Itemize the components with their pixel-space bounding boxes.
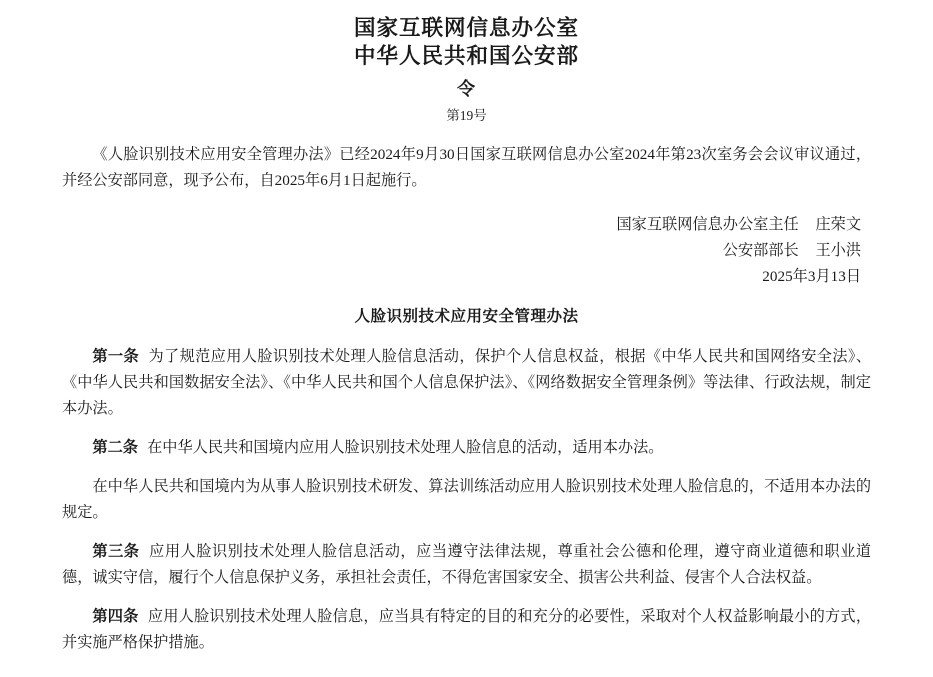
- preamble-paragraph: 《人脸识别技术应用安全管理办法》已经2024年9月30日国家互联网信息办公室2024年第23次室务会会议审议通过，并经公安部同意，现予公布，自2025年6月1日起施行。: [62, 146, 871, 189]
- article-paragraph: [62, 604, 871, 656]
- article-text: 为了规范应用人脸识别技术处理人脸信息活动，保护个人信息权益，根据《中华人民共和国网络安全法》、《中华人民共和国数据安全法》、《中华人民共和国个人信息保护法》、《网络数据安全管理条例》等法律、行政法规，制定本办法。: [62, 348, 872, 417]
- document-body: [62, 142, 871, 656]
- article-label: 第二条: [92, 439, 138, 456]
- signatory-1-name: 庄荣文: [815, 216, 861, 233]
- issuing-org-line-1: 国家互联网信息办公室: [353, 16, 579, 40]
- page-title: 人脸识别技术应用安全管理办法: [354, 308, 579, 325]
- issuing-org-line-2: 中华人民共和国公安部: [353, 44, 579, 68]
- article-label: 第一条: [92, 348, 140, 365]
- signature-block: [62, 212, 871, 290]
- decree-character: 令: [457, 79, 476, 99]
- signatory-2-title: 公安部部长: [722, 242, 799, 259]
- decree-number: 第19号: [446, 108, 487, 123]
- signatory-line-1: [62, 212, 861, 238]
- signatory-line-2: [62, 238, 861, 264]
- article-label: 第四条: [92, 608, 139, 625]
- article-text: 在中华人民共和国境内为从事人脸识别技术研发、算法训练活动应用人脸识别技术处理人脸信息的，不适用本办法的规定。: [62, 478, 871, 521]
- article-paragraph: [62, 474, 871, 526]
- signatory-2-name: 王小洪: [815, 242, 861, 259]
- article-paragraph: [62, 435, 871, 461]
- signatory-1-title: 国家互联网信息办公室主任: [616, 216, 799, 233]
- article-label: 第三条: [92, 543, 140, 560]
- signature-date: 2025年3月13日: [762, 268, 861, 285]
- article-text: 应用人脸识别技术处理人脸信息，应当具有特定的目的和充分的必要性，采取对个人权益影响最小的方式，并实施严格保护措施。: [62, 608, 872, 651]
- article-paragraph: [62, 344, 871, 422]
- article-text: 在中华人民共和国境内应用人脸识别技术处理人脸信息的活动，适用本办法。: [147, 439, 664, 456]
- article-text: 应用人脸识别技术处理人脸信息活动，应当遵守法律法规，尊重社会公德和伦理，遵守商业道德和职业道德，诚实守信，履行个人信息保护义务，承担社会责任，不得危害国家安全、损害公共利益、侵害个人合法权益。: [62, 543, 872, 586]
- masthead: [62, 14, 871, 126]
- article-paragraph: [62, 539, 871, 591]
